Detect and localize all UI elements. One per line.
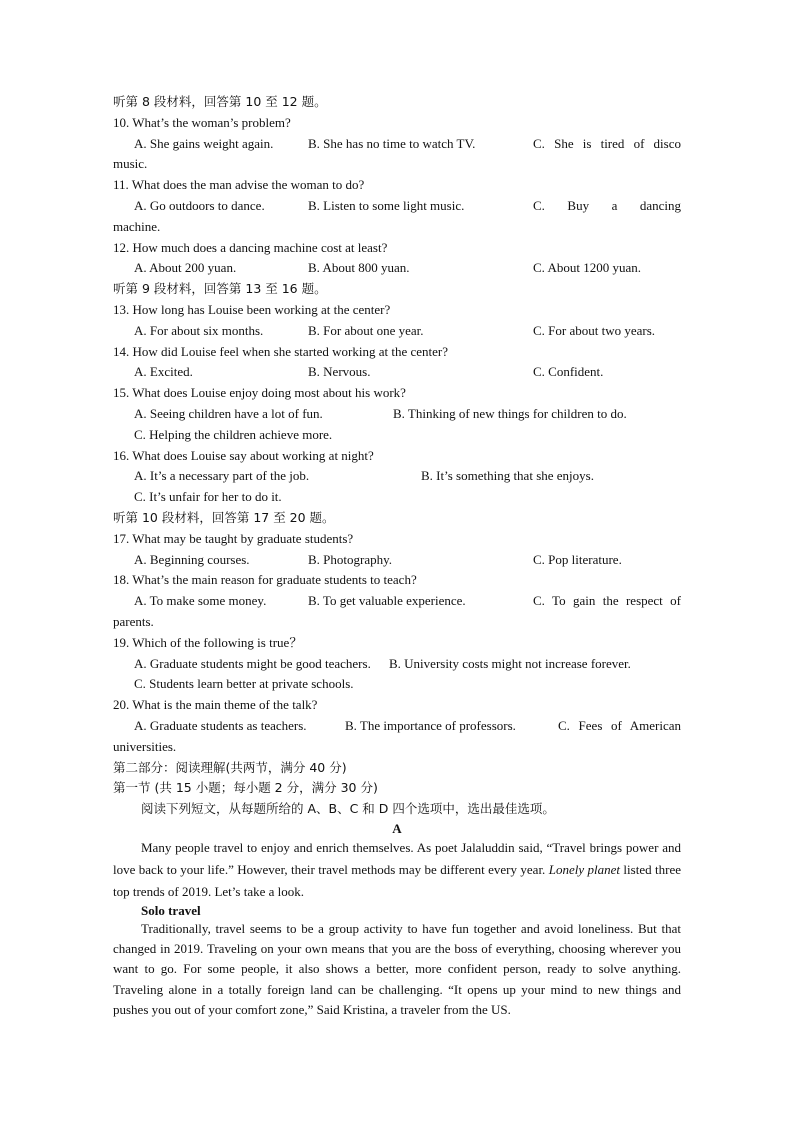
options-14 [113, 362, 681, 383]
option-c-continued: parents. [113, 613, 154, 629]
option-c: C. Fees of American [558, 717, 681, 733]
option-b: B. About 800 yuan. [308, 260, 410, 276]
paragraph-text: Many people travel to enjoy and enrich themselves. As poet Jalaluddin said, “Travel brings power and love back to your life.” However, their travel methods may be different every year. [113, 839, 681, 877]
options-20 [113, 716, 681, 737]
option-b: B. It’s something that she enjoys. [421, 468, 594, 484]
option-b: B. Photography. [308, 551, 393, 567]
options-17 [113, 550, 681, 571]
option-c: C. Students learn better at private schools. [134, 676, 354, 692]
question-16: 16. What does Louise say about working at night? [113, 447, 374, 463]
option-b: B. Nervous. [308, 364, 371, 380]
option-a: A. Seeing children have a lot of fun. [134, 405, 323, 421]
options-11 [113, 196, 681, 217]
option-a: A. Graduate students as teachers. [134, 717, 307, 733]
section-heading: 第一节 (共 15 小题；每小题 2 分，满分 30 分) [113, 780, 378, 796]
options-12 [113, 258, 681, 279]
paragraph-text: listed three top trends of 2019. Let’s take a look. [113, 861, 681, 899]
option-c: C. She is tired of disco [533, 135, 681, 151]
options-16 [113, 466, 681, 487]
question-11: 11. What does the man advise the woman to do? [113, 177, 365, 193]
exam-page [113, 92, 681, 1020]
option-a: A. Graduate students might be good teachers. [134, 655, 371, 671]
options-10 [113, 134, 681, 155]
option-b: B. Listen to some light music. [308, 197, 465, 213]
question-19: 19. Which of the following is true？ [113, 634, 303, 650]
option-a: A. It’s a necessary part of the job. [134, 468, 310, 484]
book-title: Lonely planet [548, 861, 621, 877]
passage-paragraph-1 [113, 837, 681, 903]
question-12: 12. How much does a dancing machine cost at least? [113, 239, 388, 255]
options-18 [113, 591, 681, 612]
option-c: C. Helping the children achieve more. [134, 426, 333, 442]
option-c-continued: music. [113, 156, 148, 172]
question-14: 14. How did Louise feel when she started working at the center? [113, 343, 449, 359]
option-a: A. Beginning courses. [134, 551, 250, 567]
options-13 [113, 321, 681, 342]
option-a: A. About 200 yuan. [134, 260, 237, 276]
question-13: 13. How long has Louise been working at the center? [113, 301, 391, 317]
option-a: A. She gains weight again. [134, 135, 274, 151]
option-c: C. About 1200 yuan. [533, 260, 641, 276]
option-c: C. It’s unfair for her to do it. [134, 489, 282, 505]
question-17: 17. What may be taught by graduate students? [113, 530, 354, 546]
question-10: 10. What’s the woman’s problem? [113, 114, 291, 130]
option-a: A. Excited. [134, 364, 193, 380]
option-c-continued: machine. [113, 218, 161, 234]
options-15 [113, 404, 681, 425]
passage-paragraph-2: Traditionally, travel seems to be a group activity to have fun together and avoid loneliness. But that changed in 2019. Traveling on your own means that you are the boss of everything, choosing wherever you want to go. For some people, it also shows a better, more confident person, ready to solve anything. Traveling alone in a totally foreign land can be challenging. “It opens up your mind to new things and pushes you out of your comfort zone,” Said Kristina, a traveler from the US. [113, 920, 681, 1017]
option-c: C. For about two years. [533, 322, 656, 338]
section-heading: 听第 10 段材料，回答第 17 至 20 题。 [113, 509, 335, 525]
question-20: 20. What is the main theme of the talk? [113, 697, 318, 713]
section-heading: 听第 9 段材料，回答第 13 至 16 题。 [113, 281, 327, 297]
option-b: B. For about one year. [308, 322, 424, 338]
option-c: C. Pop literature. [533, 551, 622, 567]
option-c: C. Confident. [533, 364, 604, 380]
passage-subheading: Solo travel [141, 902, 201, 918]
option-b: B. Thinking of new things for children to do. [393, 405, 627, 421]
section-heading: 听第 8 段材料，回答第 10 至 12 题。 [113, 94, 327, 109]
question-15: 15. What does Louise enjoy doing most about his work? [113, 385, 406, 401]
option-a: A. Go outdoors to dance. [134, 197, 265, 213]
passage-letter: A [392, 820, 402, 836]
option-a: A. To make some money. [134, 593, 267, 609]
option-b: B. University costs might not increase forever. [389, 655, 631, 671]
option-b: B. She has no time to watch TV. [308, 135, 476, 151]
option-b: B. To get valuable experience. [308, 593, 466, 609]
option-c: C. To gain the respect of [533, 593, 681, 609]
option-c-continued: universities. [113, 738, 177, 754]
option-a: A. For about six months. [134, 322, 264, 338]
part-heading: 第二部分：阅读理解(共两节，满分 40 分) [113, 759, 347, 775]
option-c: C. Buy a dancing [533, 197, 681, 213]
question-18: 18. What’s the main reason for graduate students to teach? [113, 572, 417, 588]
instructions: 阅读下列短文，从每题所给的 A、B、C 和 D 四个选项中，选出最佳选项。 [141, 801, 555, 817]
options-19 [113, 654, 681, 675]
option-b: B. The importance of professors. [345, 717, 516, 733]
